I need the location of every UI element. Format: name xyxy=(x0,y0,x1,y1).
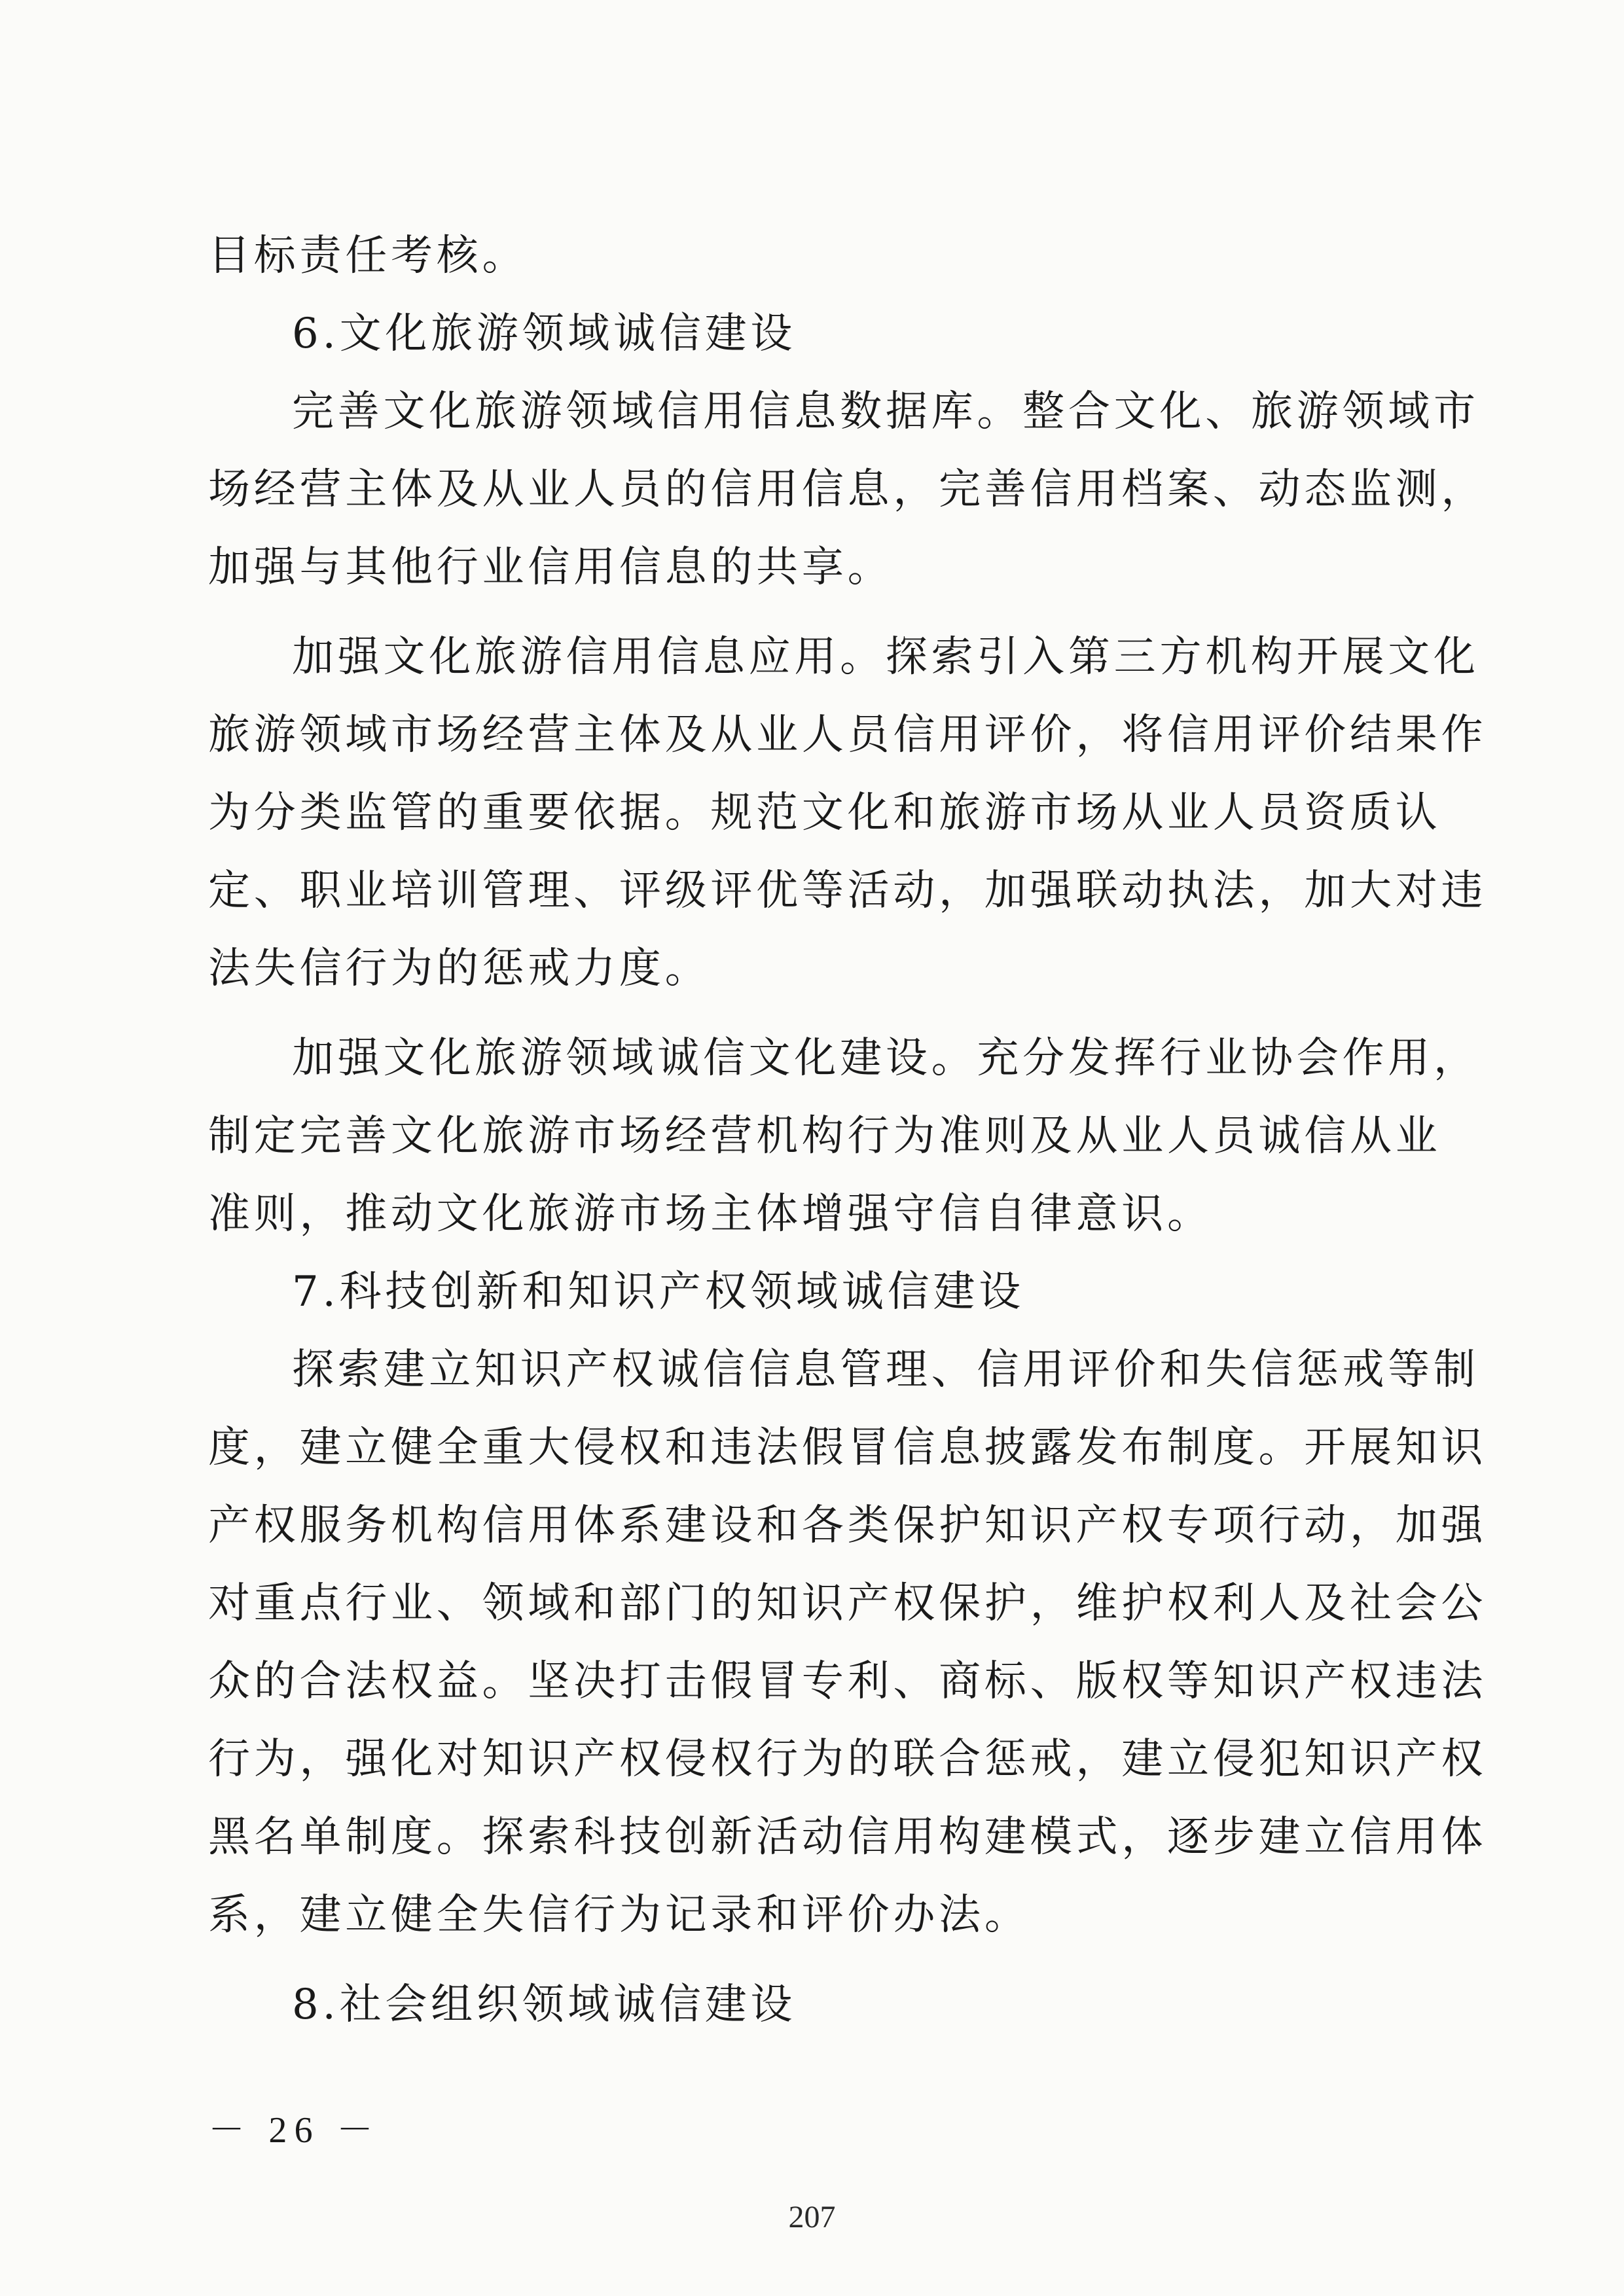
paragraph-line: 为分类监管的重要依据。规范文化和旅游市场从业人员资质认 xyxy=(208,789,1441,837)
document-body xyxy=(208,217,1487,2044)
paragraph-line: 产权服务机构信用体系建设和各类保护知识产权专项行动，加强 xyxy=(208,1501,1487,1550)
paragraph-line: 黑名单制度。探索科技创新活动信用构建模式，逐步建立信用体 xyxy=(208,1813,1487,1861)
paragraph-line: 旅游领域市场经营主体及从业人员信用评价，将信用评价结果作 xyxy=(208,711,1487,759)
paragraph-line: 加强文化旅游信用信息应用。探索引入第三方机构开展文化 xyxy=(292,633,1479,681)
archive-page-number: 207 xyxy=(788,2200,836,2234)
paragraph-line: 系，建立健全失信行为记录和评价办法。 xyxy=(208,1891,1030,1939)
paragraph-line: 探索建立知识产权诚信信息管理、信用评价和失信惩戒等制 xyxy=(292,1346,1479,1394)
paragraph-line: 加强与其他行业信用信息的共享。 xyxy=(208,543,893,592)
paragraph-line: 度，建立健全重大侵权和违法假冒信息披露发布制度。开展知识 xyxy=(208,1424,1487,1472)
paragraph-line: 行为，强化对知识产权侵权行为的联合惩戒，建立侵犯知识产权 xyxy=(208,1735,1487,1784)
section-heading-7: 7.科技创新和知识产权领域诚信建设 xyxy=(292,1268,1024,1316)
paragraph-line: 场经营主体及从业人员的信用信息，完善信用档案、动态监测， xyxy=(208,465,1487,514)
paragraph-line: 众的合法权益。坚决打击假冒专利、商标、版权等知识产权违法 xyxy=(208,1657,1487,1706)
paragraph-line: 制定完善文化旅游市场经营机构行为准则及从业人员诚信从业 xyxy=(208,1112,1441,1160)
paragraph-line: 定、职业培训管理、评级评优等活动，加强联动执法，加大对违 xyxy=(208,867,1487,915)
paragraph-line: 加强文化旅游领域诚信文化建设。充分发挥行业协会作用， xyxy=(292,1034,1479,1083)
section-heading-8: 8.社会组织领域诚信建设 xyxy=(292,1981,797,2029)
paragraph-line: 目标责任考核。 xyxy=(208,232,528,280)
paragraph-line: 准则，推动文化旅游市场主体增强守信自律意识。 xyxy=(208,1190,1213,1238)
paragraph-line: 对重点行业、领域和部门的知识产权保护，维护权利人及社会公 xyxy=(208,1579,1487,1628)
paragraph-line: 法失信行为的惩戒力度。 xyxy=(208,944,711,993)
page-number: － 26 － xyxy=(208,2110,381,2151)
paragraph-line: 完善文化旅游领域信用信息数据库。整合文化、旅游领域市 xyxy=(292,387,1479,436)
section-heading-6: 6.文化旅游领域诚信建设 xyxy=(292,310,797,358)
